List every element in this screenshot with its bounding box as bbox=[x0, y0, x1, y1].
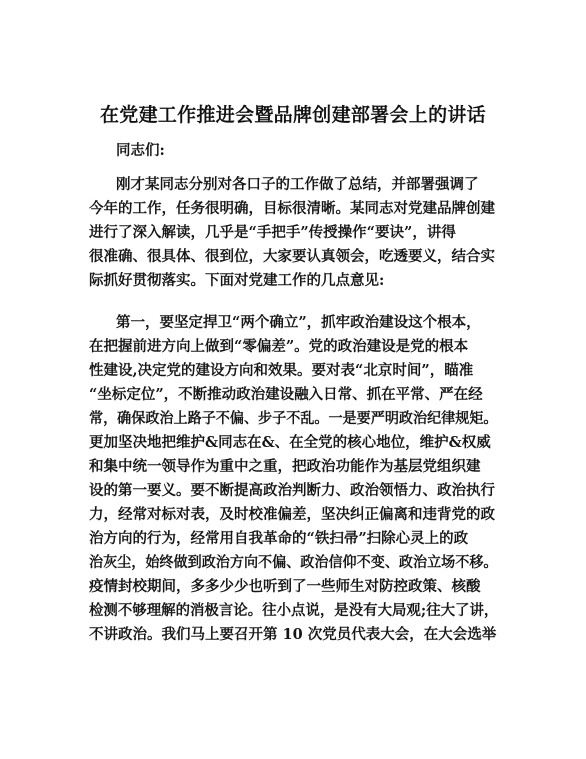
paragraph-line: 第一，要坚定捍卫“两个确立”，抓牢政治建设这个根本， bbox=[116, 314, 481, 331]
paragraph-line: 常，确保政治上路子不偏、步子不乱。一是要严明政治纪律规矩。 bbox=[89, 410, 498, 427]
paragraph-line: 设的第一要义。要不断提高政治判断力、政治领悟力、政治执行 bbox=[89, 482, 495, 499]
paragraph-line: 治方向的行为，经常用自我革命的“铁扫帚”扫除心灵上的政 bbox=[89, 530, 469, 547]
paragraph-line: 在把握前进方向上做到“零偏差”。党的政治建设是党的根本 bbox=[89, 338, 469, 355]
paragraph-line: 治灰尘，始终做到政治方向不偏、政治信仰不变、政治立场不移。 bbox=[89, 554, 498, 571]
paragraph-line: 和集中统一领导作为重中之重，把政治功能作为基层党组织建 bbox=[89, 458, 481, 475]
paragraph-line: 疫情封校期间，多多少少也听到了一些师生对防控政策、核酸 bbox=[89, 578, 481, 595]
paragraph-line: “坐标定位”，不断推动政治建设融入日常、抓在平常、严在经 bbox=[89, 386, 483, 403]
document-title: 在党建工作推进会暨品牌创建部署会上的讲话 bbox=[99, 104, 486, 126]
paragraph-line: 今年的工作，任务很明确，目标很清晰。某同志对党建品牌创建 bbox=[89, 200, 495, 217]
paragraph-line: 检测不够理解的消极言论。往小点说，是没有大局观;往大了讲， bbox=[89, 602, 499, 619]
paragraph-line: 际抓好贯彻落实。下面对党建工作的几点意见: bbox=[89, 272, 385, 289]
paragraph-line: 进行了深入解读，几乎是“手把手”传授操作“要诀”，讲得 bbox=[89, 224, 456, 241]
paragraph-line: 力，经常对标对表，及时校准偏差，坚决纠正偏离和违背党的政 bbox=[89, 506, 495, 523]
paragraph-line: 性建设,决定党的建设方向和效果。要对表“北京时间”，瞄准 bbox=[89, 362, 474, 379]
paragraph-line: 不讲政治。我们马上要召开第 10 次党员代表大会，在大会选举 bbox=[89, 626, 497, 643]
paragraph-line: 很准确、很具体、很到位，大家要认真领会，吃透要义，结合实 bbox=[89, 248, 495, 265]
paragraph-line: 更加坚决地把维护&同志在&、在全党的核心地位，维护&权威 bbox=[89, 434, 491, 451]
salutation: 同志们: bbox=[116, 142, 165, 159]
paragraph-line: 刚才某同志分别对各口子的工作做了总结，并部署强调了 bbox=[116, 176, 479, 193]
